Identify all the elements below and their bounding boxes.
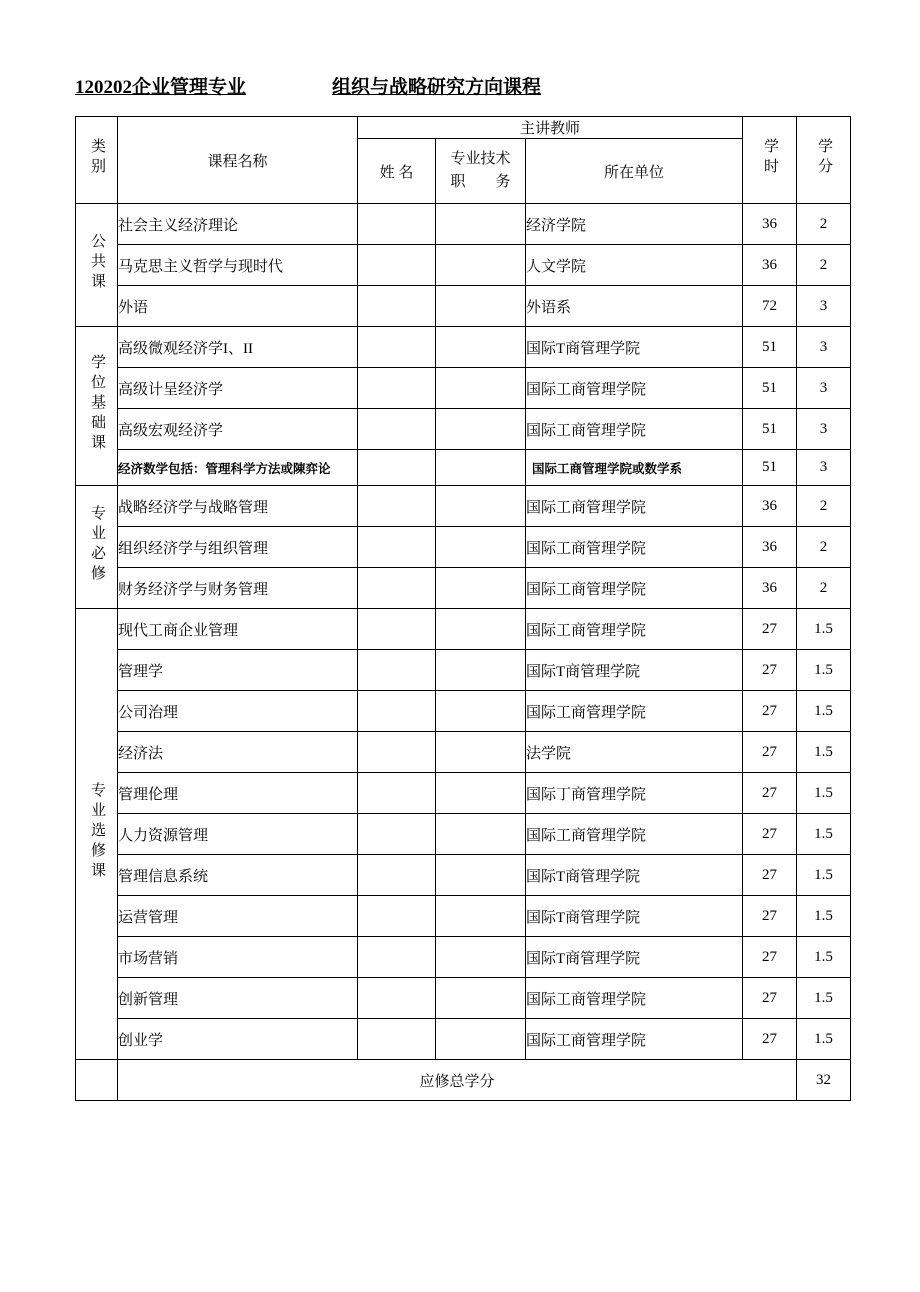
table-row [76,568,851,609]
teacher-title-cell [436,814,526,855]
teacher-name-cell [358,409,436,450]
total-row [76,1060,851,1101]
course-name-cell: 管理伦理 [118,773,358,814]
teacher-title-cell [436,773,526,814]
teacher-unit-cell: 国际T商管理学院 [526,896,743,937]
teacher-title-cell [436,650,526,691]
teacher-unit-cell: 国际T商管理学院 [526,937,743,978]
header-category-label: 类别 [89,137,105,178]
teacher-name-cell [358,245,436,286]
table-row [76,527,851,568]
header-teacher-title-line2: 职 务 [450,174,511,190]
table-row [76,691,851,732]
teacher-name-cell [358,978,436,1019]
category-label: 专业必修 [89,504,105,585]
hours-cell: 27 [743,609,797,650]
credits-cell: 3 [797,409,851,450]
teacher-title-cell [436,568,526,609]
course-name-cell: 管理学 [118,650,358,691]
category-cell-degree_base [76,327,118,486]
course-name-cell: 外语 [118,286,358,327]
hours-cell: 27 [743,732,797,773]
header-teacher-title [436,139,526,204]
course-name-cell: 管理信息系统 [118,855,358,896]
course-name-cell: 经济数学包括：管理科学方法或陳弈论 [118,450,358,486]
hours-cell: 27 [743,896,797,937]
teacher-title-cell [436,896,526,937]
teacher-name-cell [358,450,436,486]
table-row [76,814,851,855]
credits-cell: 1.5 [797,691,851,732]
teacher-name-cell [358,650,436,691]
hours-cell: 27 [743,855,797,896]
course-name-cell: 战略经济学与战略管理 [118,486,358,527]
teacher-title-cell [436,527,526,568]
teacher-title-cell [436,486,526,527]
teacher-unit-cell: 国际工商管理学院 [526,978,743,1019]
credits-cell: 1.5 [797,937,851,978]
teacher-unit-cell: 国际T商管理学院 [526,650,743,691]
hours-cell: 51 [743,327,797,368]
teacher-title-cell [436,204,526,245]
credits-cell: 1.5 [797,896,851,937]
header-teacher-title-line1: 专业技术 [450,150,511,167]
hours-cell: 72 [743,286,797,327]
teacher-title-cell [436,409,526,450]
hours-cell: 27 [743,978,797,1019]
hours-cell: 36 [743,245,797,286]
course-name-cell: 经济法 [118,732,358,773]
teacher-name-cell [358,855,436,896]
credits-cell: 3 [797,450,851,486]
course-name-cell: 高级宏观经济学 [118,409,358,450]
course-name-cell: 公司治理 [118,691,358,732]
teacher-title-cell [436,327,526,368]
course-plan-table [75,116,851,1101]
credits-cell: 1.5 [797,978,851,1019]
teacher-unit-cell: 外语系 [526,286,743,327]
category-label: 学位基础课 [89,353,105,454]
teacher-unit-cell: 国际工商管理学院 [526,609,743,650]
hours-cell: 51 [743,368,797,409]
teacher-unit-cell: 国际工商管理学院 [526,814,743,855]
table-row [76,609,851,650]
teacher-name-cell [358,204,436,245]
hours-cell: 27 [743,814,797,855]
teacher-title-cell [436,937,526,978]
teacher-name-cell [358,814,436,855]
table-row [76,732,851,773]
header-teacher-name: 姓 名 [358,139,436,204]
hours-cell: 27 [743,691,797,732]
table-row [76,1019,851,1060]
document-title [75,72,850,99]
hours-cell: 27 [743,650,797,691]
table-body [76,204,851,1101]
course-name-cell: 组织经济学与组织管理 [118,527,358,568]
credits-cell: 3 [797,327,851,368]
hours-cell: 36 [743,204,797,245]
teacher-unit-cell: 国际工商管理学院 [526,409,743,450]
teacher-title-cell [436,855,526,896]
header-hours-label: 学时 [762,137,779,178]
credits-cell: 3 [797,368,851,409]
table-row [76,855,851,896]
teacher-name-cell [358,527,436,568]
hours-cell: 27 [743,773,797,814]
table-row [76,896,851,937]
title-sub: 组织与战略研究方向课程 [332,77,542,98]
teacher-unit-cell: 法学院 [526,732,743,773]
category-cell-public [76,204,118,327]
teacher-unit-cell: 经济学院 [526,204,743,245]
table-row [76,409,851,450]
teacher-name-cell [358,368,436,409]
teacher-title-cell [436,450,526,486]
teacher-title-cell [436,732,526,773]
credits-cell: 2 [797,245,851,286]
teacher-name-cell [358,937,436,978]
teacher-title-cell [436,368,526,409]
header-category [76,117,118,204]
hours-cell: 51 [743,409,797,450]
teacher-unit-cell: 国际工商管理学院 [526,368,743,409]
table-row [76,204,851,245]
table-row [76,773,851,814]
hours-cell: 51 [743,450,797,486]
course-name-cell: 现代工商企业管理 [118,609,358,650]
teacher-unit-cell: 国际工商管理学院 [526,568,743,609]
teacher-title-cell [436,978,526,1019]
teacher-name-cell [358,896,436,937]
course-name-cell: 运营管理 [118,896,358,937]
credits-cell: 2 [797,568,851,609]
course-name-cell: 人力资源管理 [118,814,358,855]
hours-cell: 27 [743,937,797,978]
teacher-name-cell [358,773,436,814]
course-name-cell: 创业学 [118,1019,358,1060]
hours-cell: 36 [743,568,797,609]
credits-cell: 1.5 [797,855,851,896]
teacher-name-cell [358,568,436,609]
credits-cell: 2 [797,486,851,527]
teacher-title-cell [436,245,526,286]
header-course-name: 课程名称 [118,117,358,204]
title-main: 120202企业管理专业 [75,77,247,98]
teacher-title-cell [436,286,526,327]
course-name-cell: 市场营销 [118,937,358,978]
teacher-unit-cell: 国际工商管理学院 [526,691,743,732]
teacher-unit-cell: 国际T商管理学院 [526,855,743,896]
teacher-unit-cell: 国际丁商管理学院 [526,773,743,814]
teacher-title-cell [436,609,526,650]
course-name-cell: 社会主义经济理论 [118,204,358,245]
category-label: 专业选修课 [89,781,105,882]
teacher-name-cell [358,1019,436,1060]
credits-cell: 1.5 [797,609,851,650]
table-header-row-1 [76,117,851,139]
category-label: 公共课 [89,232,105,293]
credits-cell: 1.5 [797,773,851,814]
table-row [76,937,851,978]
teacher-unit-cell: 国际工商管理学院或数学系 [526,450,743,486]
header-hours [743,117,797,204]
credits-cell: 1.5 [797,650,851,691]
course-name-cell: 高级微观经济学I、II [118,327,358,368]
teacher-unit-cell: 国际工商管理学院 [526,486,743,527]
hours-cell: 27 [743,1019,797,1060]
credits-cell: 2 [797,204,851,245]
table-row [76,327,851,368]
teacher-name-cell [358,286,436,327]
teacher-name-cell [358,327,436,368]
teacher-name-cell [358,691,436,732]
teacher-unit-cell: 国际T商管理学院 [526,327,743,368]
credits-cell: 1.5 [797,1019,851,1060]
total-spacer-cell [76,1060,118,1101]
teacher-title-cell [436,691,526,732]
header-teacher-unit: 所在单位 [526,139,743,204]
table-row [76,486,851,527]
teacher-unit-cell: 国际工商管理学院 [526,1019,743,1060]
table-row [76,245,851,286]
credits-cell: 3 [797,286,851,327]
course-name-cell: 创新管理 [118,978,358,1019]
teacher-unit-cell: 人文学院 [526,245,743,286]
teacher-name-cell [358,486,436,527]
table-row [76,978,851,1019]
category-cell-major_elective [76,609,118,1060]
hours-cell: 36 [743,527,797,568]
table-row [76,650,851,691]
teacher-name-cell [358,732,436,773]
header-credits-label: 学分 [816,137,833,178]
header-credits [797,117,851,204]
teacher-title-cell [436,1019,526,1060]
course-name-cell: 高级计呈经济学 [118,368,358,409]
header-teacher-group: 主讲教师 [358,117,743,139]
course-name-cell: 财务经济学与财务管理 [118,568,358,609]
credits-cell: 2 [797,527,851,568]
table-row [76,368,851,409]
table-row [76,286,851,327]
category-cell-major_required [76,486,118,609]
total-value-cell: 32 [797,1060,851,1101]
total-label-cell: 应修总学分 [118,1060,797,1101]
teacher-unit-cell: 国际工商管理学院 [526,527,743,568]
credits-cell: 1.5 [797,732,851,773]
teacher-name-cell [358,609,436,650]
credits-cell: 1.5 [797,814,851,855]
course-name-cell: 马克思主义哲学与现时代 [118,245,358,286]
table-row [76,450,851,486]
hours-cell: 36 [743,486,797,527]
